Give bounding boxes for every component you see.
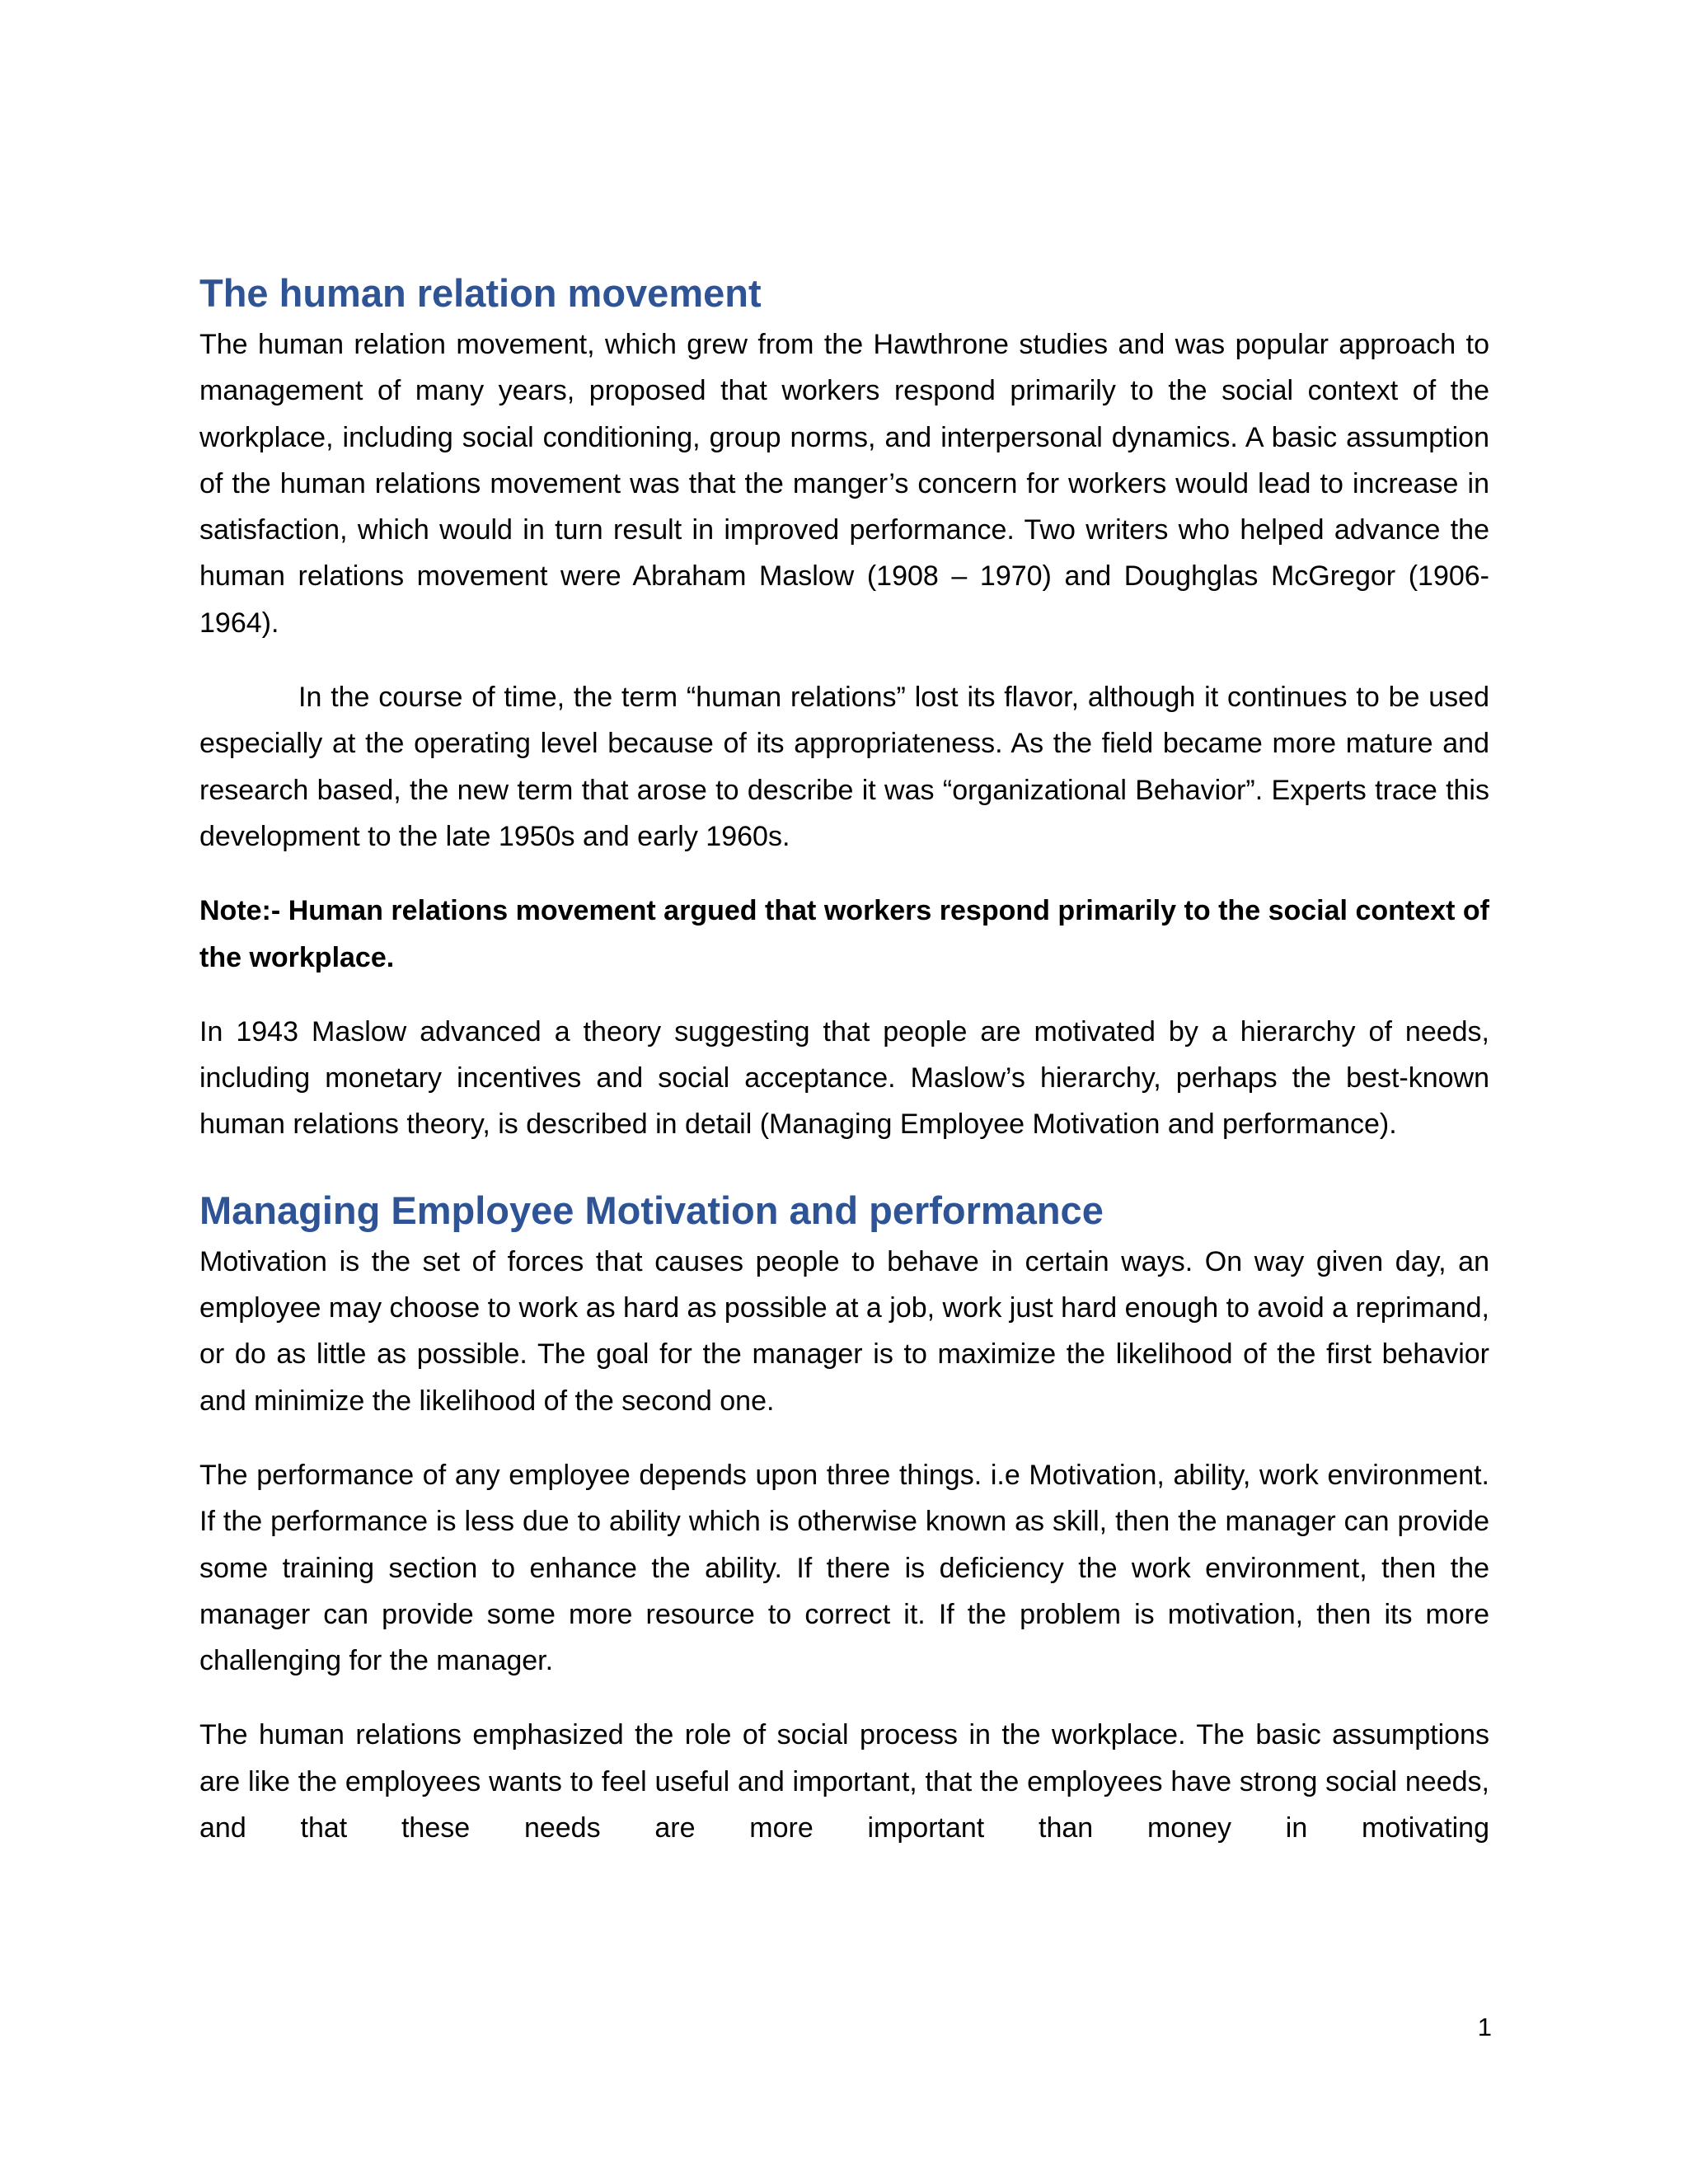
body-paragraph: In the course of time, the term “human relations” lost its flavor, although it continues to be used especially at the operating level because of its appropriateness. As the field became more mature and research based, the new term that arose to describe it was “organizational Behavior”. Experts trace this development to the late 1950s and early 1960s. <box>199 682 1489 852</box>
page-number: 1 <box>1477 2013 1492 2041</box>
section-heading-human-relation-movement: The human relation movement <box>199 271 762 315</box>
body-paragraph: The human relation movement, which grew from the Hawthrone studies and was popular approach to management of many years, proposed that workers respond primarily to the social context of the workplace, including social conditioning, group norms, and interpersonal dynamics. A basic assumption of the human relations movement was that the manger’s concern for workers would lead to increase in satisfaction, which would in turn result in improved performance. Two writers who helped advance the human relations movement were Abraham Maslow (1908 – 1970) and Doughglas McGregor (1906-1964). <box>199 329 1489 639</box>
body-paragraph: In 1943 Maslow advanced a theory suggesting that people are motivated by a hierarchy of needs, including monetary incentives and social acceptance. Maslow’s hierarchy, perhaps the best-known human relations theory, is described in detail (Managing Employee Motivation and performance). <box>199 1015 1489 1141</box>
body-paragraph: Motivation is the set of forces that causes people to behave in certain ways. On way given day, an employee may choose to work as hard as possible at a job, work just hard enough to avoid a reprimand, or do as little as possible. The goal for the manager is to maximize the likelihood of the first behavior and minimize the likelihood of the second one. <box>199 1245 1489 1417</box>
body-paragraph: The performance of any employee depends upon three things. i.e Motivation, ability, work environment. If the performance is less due to ability which is otherwise known as skill, then the manager can provide some training section to enhance the ability. If there is deficiency the work environment, then the manager can provide some more resource to correct it. If the problem is motivation, then its more challenging for the manager. <box>199 1459 1489 1677</box>
body-paragraph: The human relations emphasized the role of social process in the workplace. The basic assumptions are like the employees wants to feel useful and important, that the employees have strong social needs, and that these needs are more important than money in motivating <box>199 1719 1489 1844</box>
note-paragraph: Note:- Human relations movement argued that workers respond primarily to the social context of the workplace. <box>199 895 1489 973</box>
section-heading-employee-motivation: Managing Employee Motivation and performance <box>199 1188 1104 1232</box>
page-content <box>199 265 1489 1851</box>
